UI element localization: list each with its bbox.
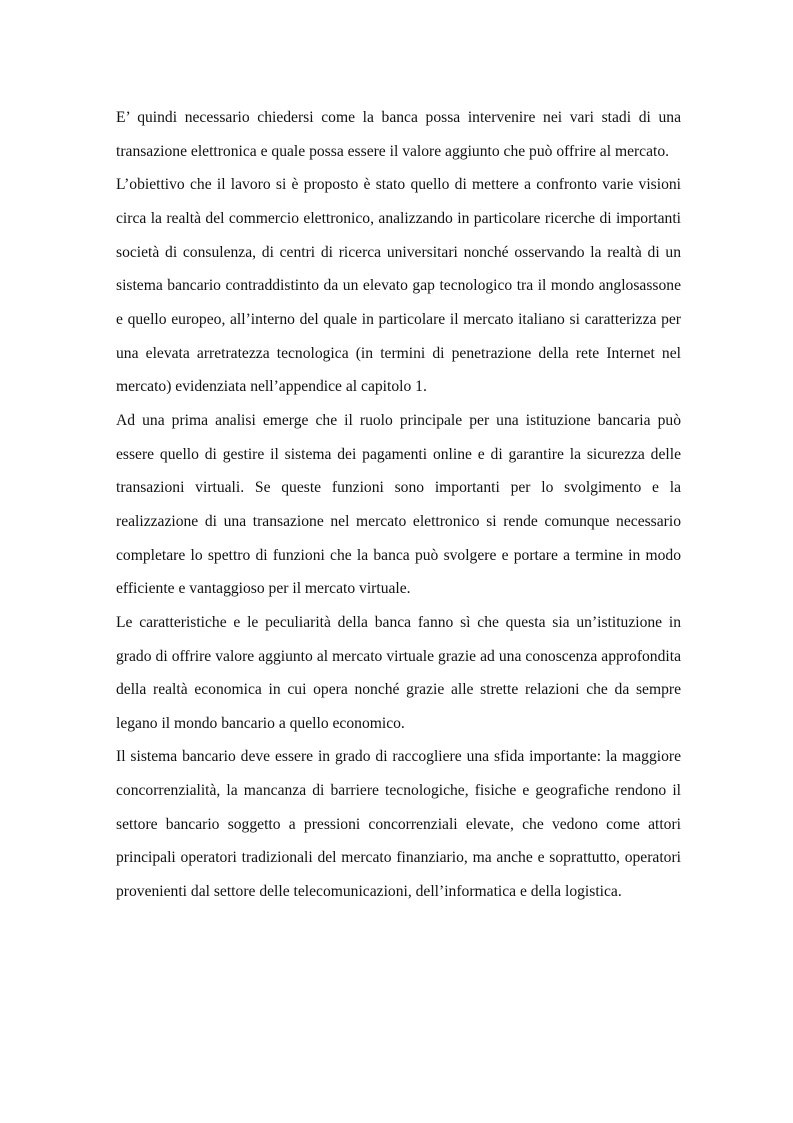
- document-page: [116, 101, 681, 909]
- paragraph-4: Le caratteristiche e le peculiarità della banca fanno sì che questa sia un’istituzione in grado di offrire valore aggiunto al mercato virtuale grazie ad una conoscenza approfondita della realtà economica in cui opera nonché grazie alle strette relazioni che da sempre legano il mondo bancario a quello economico.: [116, 613, 681, 732]
- paragraph-5: Il sistema bancario deve essere in grado di raccogliere una sfida importante: la maggiore concorrenzialità, la mancanza di barriere tecnologiche, fisiche e geografiche rendono il settore bancario soggetto a pressioni concorrenziali elevate, che vedono come attori principali operatori tradizionali del mercato finanziario, ma anche e soprattutto, operatori provenienti dal settore delle telecomunicazioni, dell’informatica e della logistica.: [116, 748, 681, 901]
- paragraph-2: L’obiettivo che il lavoro si è proposto è stato quello di mettere a confronto varie visioni circa la realtà del commercio elettronico, analizzando in particolare ricerche di importanti società di consulenza, di centri di ricerca universitari nonché osservando la realtà di un sistema bancario contraddistinto da un elevato gap tecnologico tra il mondo anglosassone e quello europeo, all’interno del quale in particolare il mercato italiano si caratterizza per una elevata arretratezza tecnologica (in termini di penetrazione della rete Internet nel mercato) evidenziata nell’appendice al capitolo 1.: [116, 176, 681, 396]
- paragraph-1: E’ quindi necessario chiedersi come la banca possa intervenire nei vari stadi di una transazione elettronica e quale possa essere il valore aggiunto che può offrire al mercato.: [116, 109, 681, 160]
- paragraph-3: Ad una prima analisi emerge che il ruolo principale per una istituzione bancaria può essere quello di gestire il sistema dei pagamenti online e di garantire la sicurezza delle transazioni virtuali. Se queste funzioni sono importanti per lo svolgimento e la realizzazione di una transazione nel mercato elettronico si rende comunque necessario completare lo spettro di funzioni che la banca può svolgere e portare a termine in modo efficiente e vantaggioso per il mercato virtuale.: [116, 411, 681, 598]
